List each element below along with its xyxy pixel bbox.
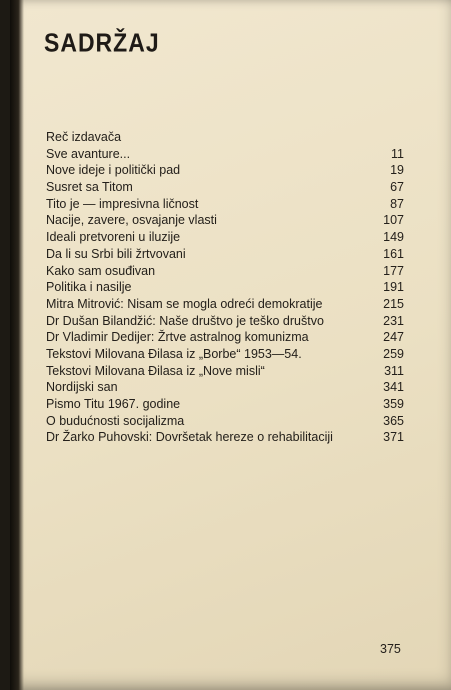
toc-entry (46, 212, 404, 229)
toc-entry-title: Dr Žarko Puhovski: Dovršetak hereze o rehabilitaciji (46, 430, 333, 445)
toc-entry-title: Reč izdavača (46, 130, 122, 144)
toc-entry (46, 363, 404, 380)
toc-entry-title: Tito je — impresivna ličnost (46, 196, 199, 211)
toc-entry-title: Nacije, zavere, osvajanje vlasti (46, 213, 217, 228)
page-number: 375 (380, 642, 401, 656)
toc-entry-title: Mitra Mitrović: Nisam se mogla odreći demokratije (46, 296, 323, 311)
toc-entry (46, 396, 404, 413)
spine-shadow (10, 0, 24, 690)
toc-entry-page: 247 (383, 330, 404, 345)
toc-entry-page: 87 (390, 196, 404, 211)
toc-entry-title: Ideali pretvoreni u iluzije (46, 230, 181, 245)
toc-entry-title: Dr Dušan Bilandžić: Naše društvo je teško društvo (46, 313, 324, 328)
book-page (10, 0, 451, 690)
toc-entry (46, 162, 404, 179)
toc-entry (46, 329, 404, 346)
toc-entry-page: 259 (383, 346, 404, 361)
toc-entry (46, 196, 404, 213)
toc-entry-page: 107 (383, 213, 404, 228)
toc-entry (46, 229, 404, 246)
toc-entry-page: 371 (383, 430, 404, 445)
toc-entry (46, 296, 404, 313)
table-of-contents (46, 129, 404, 446)
toc-entry-page: 359 (383, 397, 404, 411)
toc-entry-title: O budućnosti socijalizma (46, 413, 185, 428)
toc-entry-page: 191 (383, 280, 404, 295)
toc-entry (46, 146, 404, 163)
toc-entry (46, 313, 404, 330)
toc-entry-page: 341 (383, 380, 404, 395)
toc-entry (46, 179, 404, 196)
toc-entry-title: Tekstovi Milovana Đilasa iz „Borbe“ 1953—54. (46, 346, 302, 361)
toc-entry-page: 177 (383, 263, 404, 278)
toc-entry-page: 67 (390, 180, 404, 195)
toc-entry-title: Dr Vladimir Dedijer: Žrtve astralnog komunizma (46, 330, 309, 345)
toc-entry (46, 413, 404, 430)
toc-entry-title: Susret sa Titom (46, 180, 133, 195)
toc-entry-title: Nordijski san (46, 380, 118, 395)
toc-entry-title: Tekstovi Milovana Đilasa iz „Nove misli“ (46, 363, 265, 378)
toc-entry-page: 19 (390, 163, 404, 178)
toc-entry-page: 215 (383, 296, 404, 311)
toc-entry-page: 11 (391, 146, 404, 161)
toc-entry (46, 346, 404, 363)
toc-entry-title: Pismo Titu 1967. godine (46, 397, 181, 411)
toc-entry-page: 311 (384, 363, 404, 378)
toc-entry-title: Kako sam osuđivan (46, 263, 156, 278)
toc-entry (46, 129, 404, 146)
toc-entry (46, 429, 404, 446)
toc-entry-title: Da li su Srbi bili žrtvovani (46, 246, 186, 261)
toc-entry (46, 263, 404, 280)
toc-entry-page: 161 (383, 246, 404, 261)
toc-entry-title: Nove ideje i politički pad (46, 163, 181, 178)
toc-entry-title: Sve avanture... (46, 146, 131, 161)
toc-entry (46, 379, 404, 396)
toc-entry-page: 149 (383, 230, 404, 245)
toc-entry-page: 365 (383, 413, 404, 428)
toc-entry (46, 279, 404, 296)
toc-entry (46, 246, 404, 263)
page-title: SADRŽAJ (44, 28, 160, 58)
toc-entry-page: 231 (383, 313, 404, 328)
toc-entry-title: Politika i nasilje (46, 280, 132, 295)
